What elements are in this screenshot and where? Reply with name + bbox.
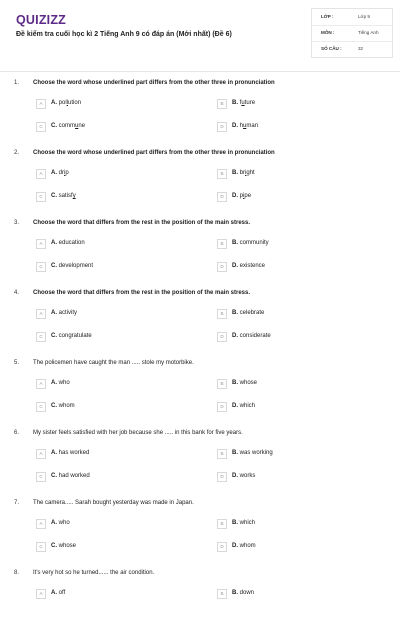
option-word-start: which <box>239 520 256 526</box>
option-underlined-part: u <box>243 123 247 129</box>
option-letter-box: D <box>217 192 227 202</box>
option-letter-box: B <box>217 309 227 319</box>
option-prefix: C. <box>51 193 57 199</box>
option-underlined-part: l <box>66 100 69 106</box>
question-text: My sister feels satisfied with her job because she ..... in this bank for five years. <box>33 430 243 436</box>
option-prefix: D. <box>232 543 238 549</box>
option-prefix: C. <box>51 403 57 409</box>
option-word-end: man <box>246 123 259 129</box>
option-word-start: whose <box>58 543 77 549</box>
option-word-start: br <box>239 170 246 176</box>
question-text: Choose the word that differs from the rest in the position of the main stress. <box>33 290 251 296</box>
option-prefix: D. <box>232 403 238 409</box>
option-letter-box: B <box>217 519 227 529</box>
option-word-start: works <box>239 473 256 479</box>
option-text <box>232 310 372 316</box>
option-text <box>51 100 191 106</box>
option-letter-box: A <box>36 519 46 529</box>
option-word-end: pe <box>244 193 252 199</box>
quizizz-logo: QUIZIZZ <box>16 13 67 27</box>
option-letter-box: A <box>36 169 46 179</box>
option-letter-box: B <box>217 239 227 249</box>
meta-label: LỚP : <box>321 14 334 19</box>
option-text <box>232 193 372 199</box>
question-item <box>0 150 400 220</box>
option-text <box>51 590 191 596</box>
option-prefix: B. <box>232 240 238 246</box>
option-text <box>232 170 372 176</box>
option-prefix: B. <box>232 380 238 386</box>
option-prefix: D. <box>232 333 238 339</box>
option-prefix: A. <box>51 380 57 386</box>
option-prefix: C. <box>51 263 57 269</box>
option-prefix: C. <box>51 333 57 339</box>
option-underlined-part: i <box>245 170 247 176</box>
option-text <box>232 520 372 526</box>
option-prefix: A. <box>51 590 57 596</box>
option-underlined-part: i <box>243 193 245 199</box>
option-letter-box: B <box>217 99 227 109</box>
option-letter-box: C <box>36 192 46 202</box>
option-text <box>232 380 372 386</box>
option-word-start: dr <box>58 170 65 176</box>
option-text <box>51 240 191 246</box>
option-prefix: A. <box>51 170 57 176</box>
option-word-start: comm <box>58 123 76 129</box>
option-underlined-part: i <box>64 170 66 176</box>
option-prefix: D. <box>232 123 238 129</box>
question-number: 5. <box>14 360 20 366</box>
option-word-end: ght <box>246 170 255 176</box>
option-prefix: B. <box>232 590 238 596</box>
option-text <box>232 100 372 106</box>
option-word-end: ution <box>68 100 82 106</box>
worksheet-header <box>0 0 400 72</box>
option-letter-box: D <box>217 122 227 132</box>
option-letter-box: D <box>217 262 227 272</box>
question-text: Choose the word that differs from the rest in the position of the main stress. <box>33 220 251 226</box>
option-prefix: B. <box>232 450 238 456</box>
option-prefix: C. <box>51 123 57 129</box>
question-item <box>0 80 400 150</box>
option-text <box>232 263 372 269</box>
meta-label: MÔN : <box>321 30 335 35</box>
option-underlined-part: u <box>75 123 79 129</box>
option-word-start: f <box>239 100 242 106</box>
question-text: The policemen have caught the man ..... stole my motorbike. <box>33 360 194 366</box>
question-number: 1. <box>14 80 20 86</box>
option-word-start: p <box>239 193 244 199</box>
option-word-start: whose <box>239 380 258 386</box>
option-prefix: D. <box>232 473 238 479</box>
question-text: The camera..... Sarah bought yesterday was made in Japan. <box>33 500 194 506</box>
option-word-start: was working <box>239 450 273 456</box>
option-word-end: ture <box>244 100 256 106</box>
option-word-end: ne <box>78 123 86 129</box>
meta-value: Lớp 9 <box>358 14 370 19</box>
option-underlined-part: u <box>241 100 245 106</box>
option-letter-box: B <box>217 449 227 459</box>
option-letter-box: A <box>36 99 46 109</box>
option-text <box>51 193 191 199</box>
option-prefix: C. <box>51 473 57 479</box>
option-letter-box: B <box>217 169 227 179</box>
option-text <box>51 543 191 549</box>
option-letter-box: A <box>36 379 46 389</box>
option-word-start: has worked <box>58 450 90 456</box>
option-word-start: whom <box>58 403 75 409</box>
option-word-start: existence <box>239 263 266 269</box>
option-letter-box: A <box>36 589 46 599</box>
option-letter-box: C <box>36 472 46 482</box>
option-text <box>51 263 191 269</box>
option-letter-box: A <box>36 309 46 319</box>
option-text <box>232 590 372 596</box>
question-number: 3. <box>14 220 20 226</box>
option-letter-box: A <box>36 449 46 459</box>
question-number: 6. <box>14 430 20 436</box>
option-letter-box: D <box>217 542 227 552</box>
header-divider <box>0 71 400 72</box>
option-word-start: development <box>58 263 94 269</box>
question-item <box>0 360 400 430</box>
option-prefix: A. <box>51 450 57 456</box>
option-prefix: B. <box>232 310 238 316</box>
option-text <box>232 123 372 129</box>
option-text <box>232 450 372 456</box>
option-prefix: B. <box>232 520 238 526</box>
option-prefix: A. <box>51 520 57 526</box>
meta-row-subject <box>312 25 392 40</box>
option-word-start: who <box>58 520 70 526</box>
option-word-start: whom <box>239 543 256 549</box>
option-prefix: D. <box>232 263 238 269</box>
option-letter-box: D <box>217 332 227 342</box>
option-word-start: activity <box>58 310 78 316</box>
option-prefix: B. <box>232 100 238 106</box>
meta-value: Tiếng Anh <box>358 30 379 35</box>
option-text <box>51 450 191 456</box>
option-text <box>232 403 372 409</box>
option-prefix: A. <box>51 100 57 106</box>
option-letter-box: D <box>217 402 227 412</box>
option-word-start: off <box>58 590 66 596</box>
option-letter-box: C <box>36 262 46 272</box>
option-letter-box: C <box>36 122 46 132</box>
option-text <box>232 473 372 479</box>
option-word-start: who <box>58 380 70 386</box>
option-word-start: pol <box>58 100 67 106</box>
option-word-start: down <box>239 590 255 596</box>
option-word-start: which <box>239 403 256 409</box>
question-item <box>0 290 400 360</box>
option-text <box>51 520 191 526</box>
question-item <box>0 430 400 500</box>
document-title: Đề kiểm tra cuối học kì 2 Tiếng Anh 9 có đáp án (Mới nhất) (Đề 6) <box>16 31 232 38</box>
question-item <box>0 500 400 570</box>
meta-value: 32 <box>358 46 364 51</box>
option-text <box>232 543 372 549</box>
option-text <box>232 240 372 246</box>
meta-row-class <box>312 9 392 24</box>
question-item <box>0 220 400 290</box>
question-number: 4. <box>14 290 20 296</box>
option-word-start: celebrate <box>239 310 265 316</box>
question-number: 7. <box>14 500 20 506</box>
meta-label: SỐ CÂU : <box>321 46 342 51</box>
option-prefix: B. <box>232 170 238 176</box>
option-letter-box: B <box>217 379 227 389</box>
question-number: 8. <box>14 570 20 576</box>
option-text <box>51 403 191 409</box>
option-word-start: had worked <box>58 473 90 479</box>
option-word-end: p <box>65 170 69 176</box>
option-letter-box: C <box>36 402 46 412</box>
option-text <box>51 333 191 339</box>
question-text: Choose the word whose underlined part differs from the other three in pronunciation <box>33 80 275 86</box>
option-letter-box: B <box>217 589 227 599</box>
option-underlined-part: y <box>72 193 76 199</box>
question-number: 2. <box>14 150 20 156</box>
option-text <box>51 310 191 316</box>
question-item <box>0 570 400 640</box>
option-text <box>51 170 191 176</box>
option-letter-box: C <box>36 332 46 342</box>
option-prefix: D. <box>232 193 238 199</box>
question-text: It's very hot so he turned...... the air condition. <box>33 570 155 576</box>
option-word-start: considerate <box>239 333 271 339</box>
option-word-start: satisf <box>58 193 73 199</box>
option-letter-box: D <box>217 472 227 482</box>
option-word-start: community <box>239 240 269 246</box>
option-prefix: A. <box>51 240 57 246</box>
option-word-start: h <box>239 123 244 129</box>
meta-row-count <box>312 41 392 56</box>
option-word-start: congratulate <box>58 333 92 339</box>
option-text <box>51 123 191 129</box>
question-text: Choose the word whose underlined part differs from the other three in pronunciation <box>33 150 275 156</box>
option-text <box>51 473 191 479</box>
option-prefix: C. <box>51 543 57 549</box>
meta-box <box>311 8 393 58</box>
option-letter-box: C <box>36 542 46 552</box>
option-letter-box: A <box>36 239 46 249</box>
option-text <box>51 380 191 386</box>
option-text <box>232 333 372 339</box>
option-prefix: A. <box>51 310 57 316</box>
option-word-start: education <box>58 240 85 246</box>
